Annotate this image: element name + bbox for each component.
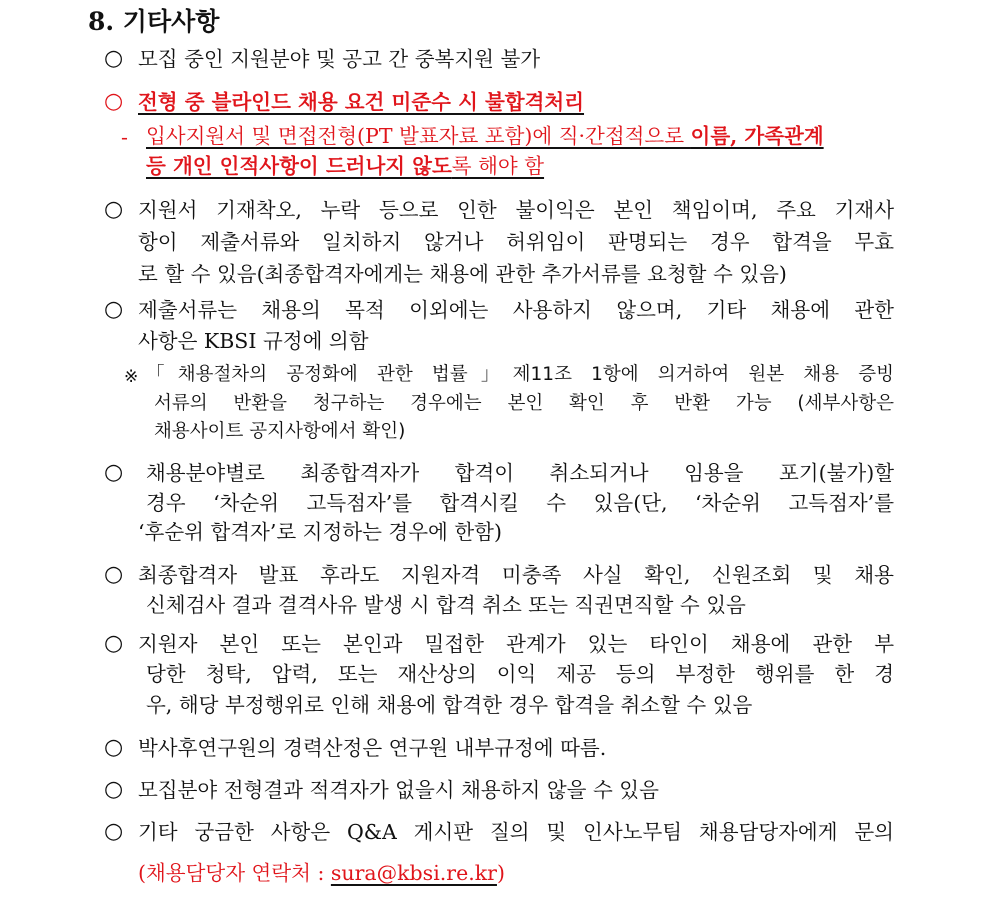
item-applicant-responsibility-line: 지원서 기재착오, 누락 등으로 인한 불이익은 본인 책임이며, 주요 기재사 [138,198,894,222]
item-applicant-responsibility-line: 항이 제출서류와 일치하지 않거나 허위임이 판명되는 경우 합격을 무효 [138,230,894,254]
bullet-icon: ○ [104,631,124,656]
bullet-icon: ○ [104,735,124,760]
sub-item-emphasis: 등 개인 인적사항이 드러나지 않도 [146,154,452,178]
item-cancellation-line: 신체검사 결과 결격사유 발생 시 합격 취소 또는 직권면직할 수 있음 [146,593,746,617]
bullet-icon: ○ [104,562,124,587]
item-blind-hiring: 전형 중 블라인드 채용 요건 미준수 시 불합격처리 [138,90,585,114]
sub-item-text: 입사지원서 및 면접전형(PT 발표자료 포함)에 직·간접적으로 [146,124,691,148]
item-document-usage-line: 사항은 KBSI 규정에 의함 [138,329,369,353]
item-cancellation-line: 최종합격자 발표 후라도 지원자격 미충족 사실 확인, 신원조회 및 채용 [138,563,894,587]
item-next-ranked-line: 채용분야별로 최종합격자가 합격이 취소되거나 임용을 포기(불가)할 [146,461,894,485]
item-improper-solicitation-line: 지원자 본인 또는 본인과 밀접한 관계가 있는 타인이 채용에 관한 부 [138,632,894,656]
dash-icon: - [121,125,128,149]
bullet-icon: ○ [104,46,124,71]
note-line: 채용사이트 공지사항에서 확인) [154,421,406,442]
note-line: 서류의 반환을 청구하는 경우에는 본인 확인 후 반환 가능 (세부사항은 [154,393,894,414]
item-no-qualified: 모집분야 전형결과 적격자가 없을시 채용하지 않을 수 있음 [138,778,659,802]
bullet-icon: ○ [104,460,124,485]
sub-item-line-2 [146,154,544,178]
bullet-icon: ○ [104,819,124,844]
contact-line [138,861,505,885]
item-improper-solicitation-line: 당한 청탁, 압력, 또는 재산상의 이익 제공 등의 부정한 행위를 한 경 [146,662,894,686]
item-duplicate-application: 모집 중인 지원분야 및 공고 간 중복지원 불가 [138,47,541,71]
item-next-ranked-line: 경우 ‘차순위 고득점자’를 합격시킬 수 있음(단, ‘차순위 고득점자’를 [146,491,894,515]
bullet-icon: ○ [104,197,124,222]
item-next-ranked-line: ‘후순위 합격자’로 지정하는 경우에 한함) [138,520,502,544]
bullet-icon: ○ [104,89,124,114]
sub-item-line-1 [146,124,894,148]
item-document-usage-line: 제출서류는 채용의 목적 이외에는 사용하지 않으며, 기타 채용에 관한 [138,298,894,322]
item-improper-solicitation-line: 우, 해당 부정행위로 인해 채용에 합격한 경우 합격을 취소할 수 있음 [146,693,753,717]
item-postdoc-career: 박사후연구원의 경력산정은 연구원 내부규정에 따름. [138,736,607,760]
note-icon: ※ [124,367,139,387]
sub-item-text: 록 해야 함 [451,154,545,178]
contact-close: ) [496,861,505,885]
contact-label: (채용담당자 연락처 : [138,861,331,885]
section-heading: 8. 기타사항 [88,7,220,36]
note-line: 「채용절차의 공정화에 관한 법률」제11조 1항에 의거하여 원본 채용 증빙 [146,364,894,385]
item-inquiry: 기타 궁금한 사항은 Q&A 게시판 질의 및 인사노무팀 채용담당자에게 문의 [138,820,894,844]
sub-item-emphasis: 이름, 가족관계 [690,124,824,148]
bullet-icon: ○ [104,777,124,802]
item-applicant-responsibility-line: 로 할 수 있음(최종합격자에게는 채용에 관한 추가서류를 요청할 수 있음) [138,262,787,286]
contact-email-link[interactable]: sura@kbsi.re.kr [330,861,497,885]
bullet-icon: ○ [104,297,124,322]
